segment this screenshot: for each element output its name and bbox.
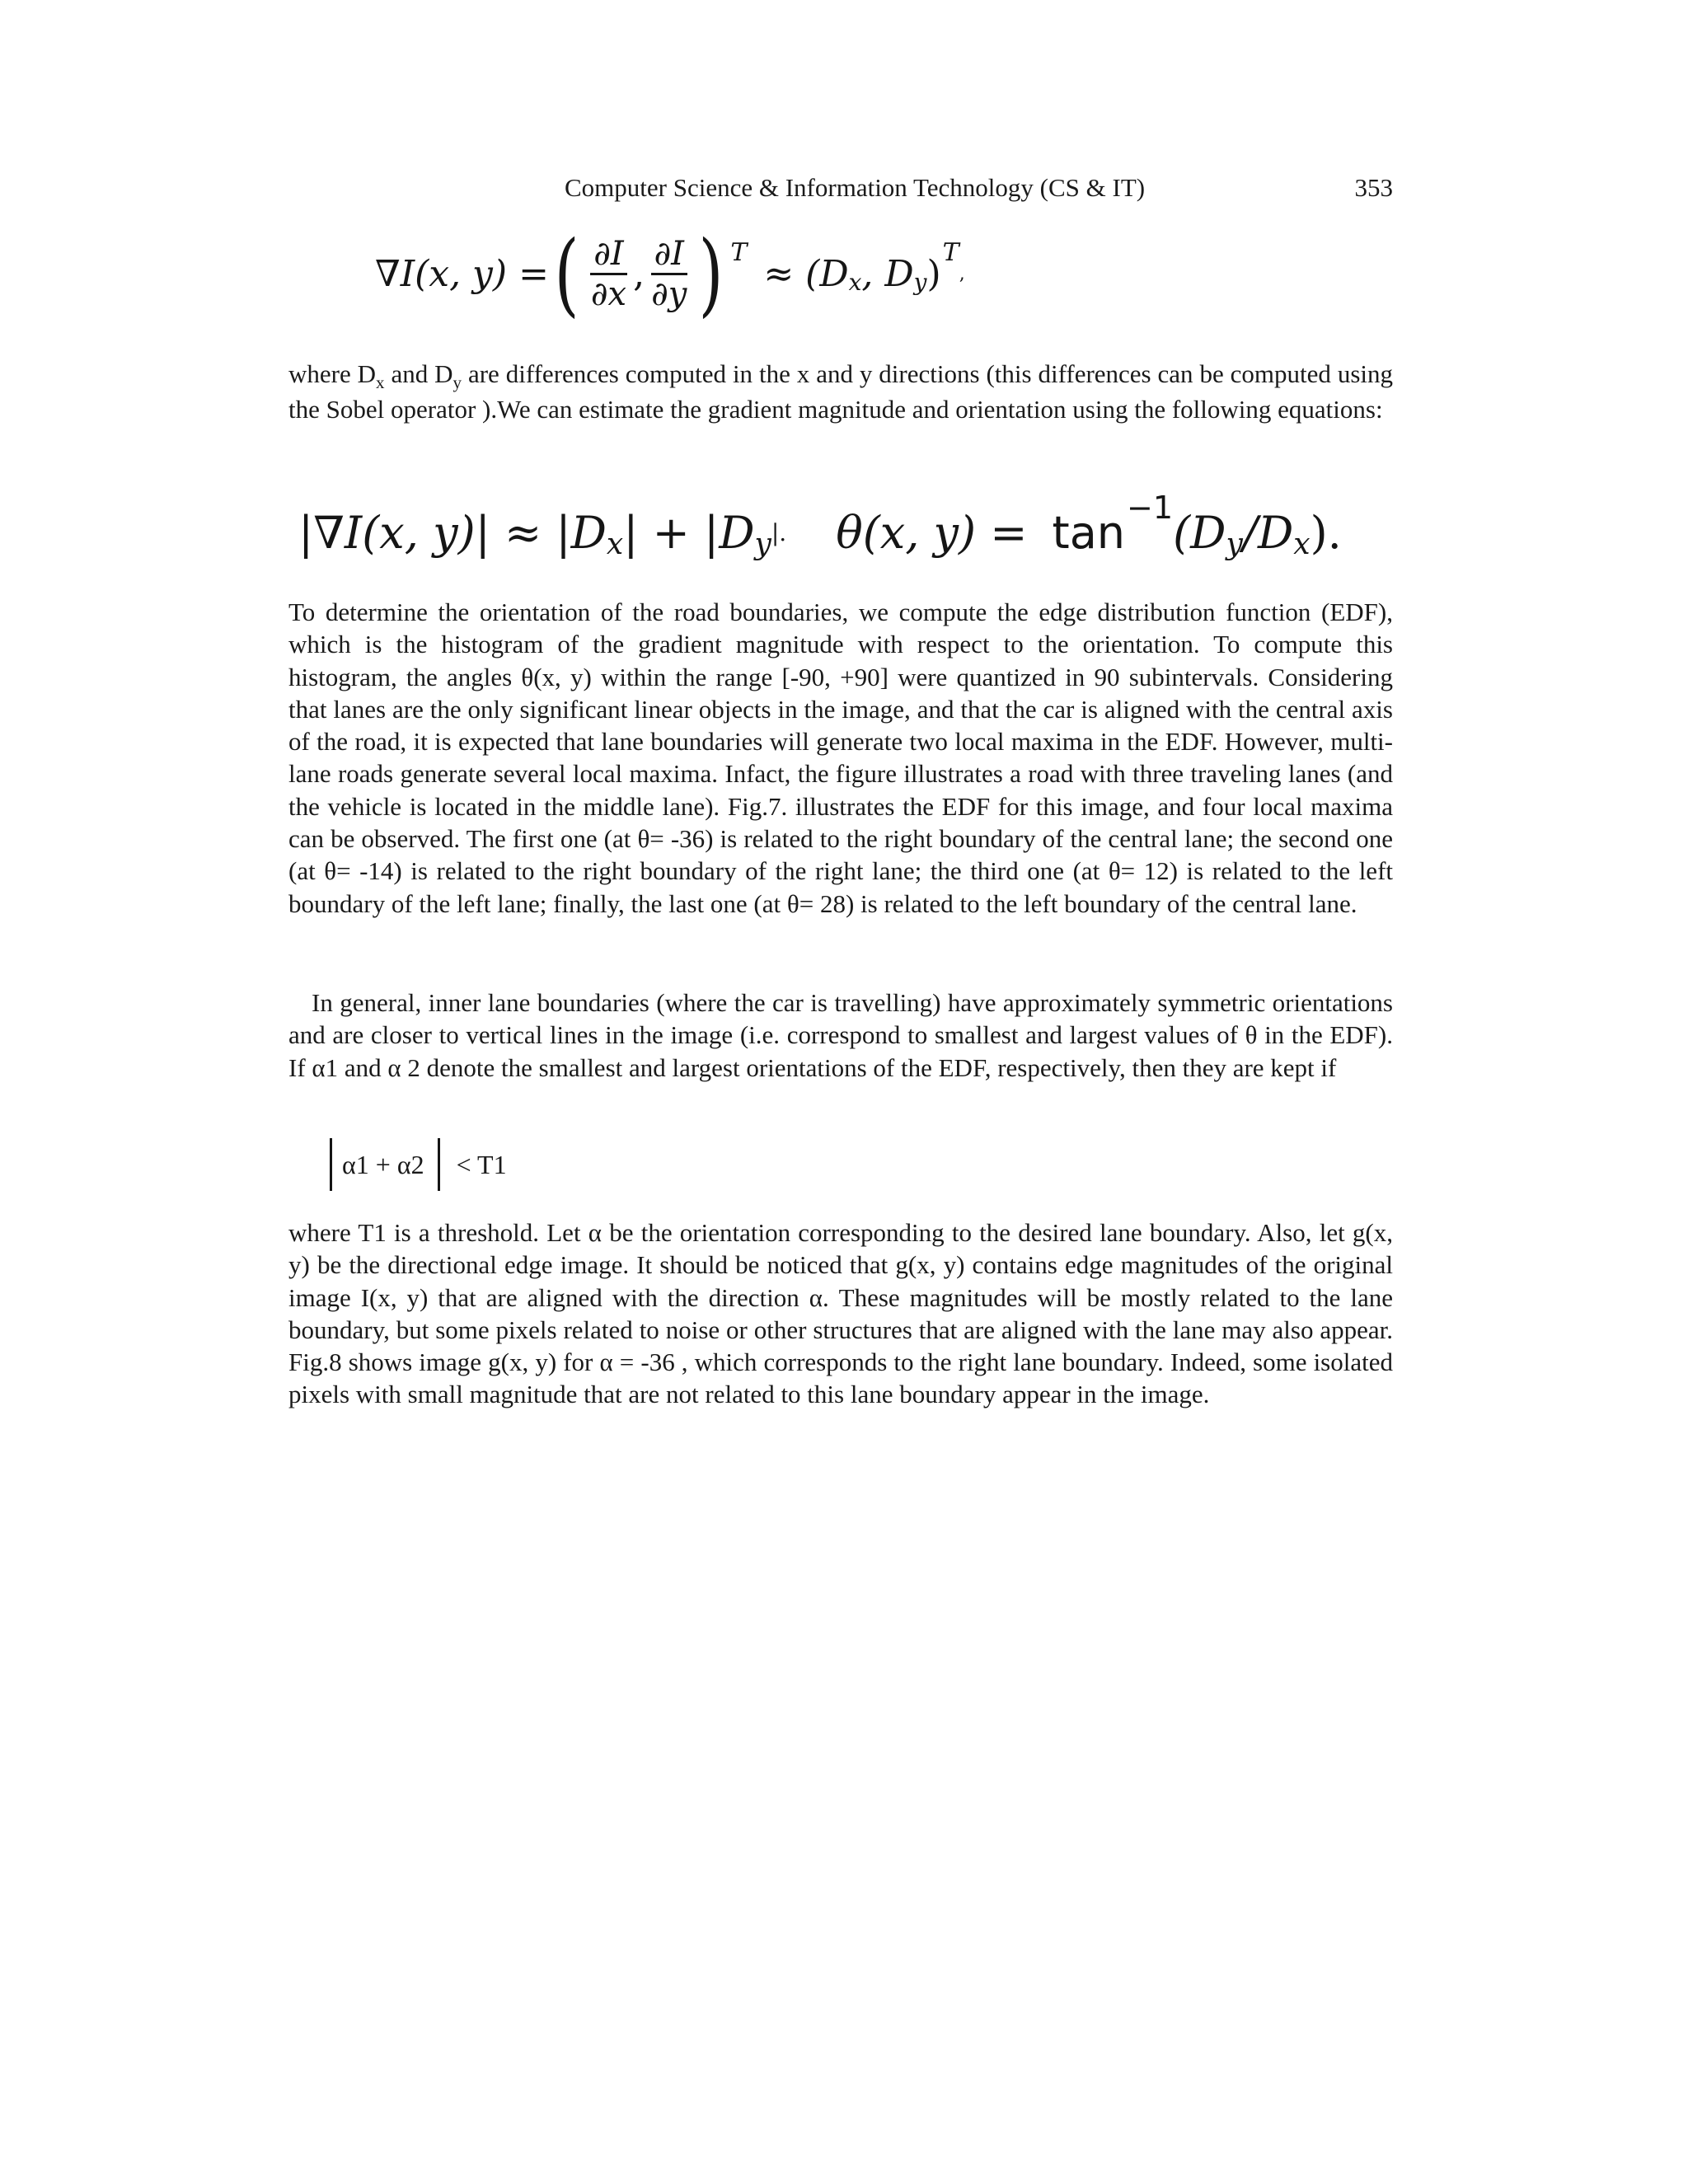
magnitude-mid: | + |D: [623, 506, 755, 559]
paragraph-3: In general, inner lane boundaries (where the car is travelling) have approximately symmetric orientations and are closer to vertical lines in the image (i.e. correspond to smallest and largest values of θ in the EDF). If α1 and α 2 denote the smallest and largest orientations of the EDF, respectively, then they are kept if: [288, 988, 1393, 1082]
p1-part2: and D: [384, 359, 453, 388]
dx-sub: x: [848, 268, 862, 296]
p1-sub-y: y: [452, 373, 462, 392]
partial-num-y: ∂I: [651, 237, 687, 275]
partial-den-x: ∂x: [590, 274, 627, 313]
partial-y-fraction: [648, 234, 690, 313]
page-header: [288, 170, 1393, 206]
threshold-equation: [330, 1136, 507, 1193]
arg-sub-y: y: [1226, 527, 1243, 561]
arg-open: (D: [1173, 506, 1226, 559]
paragraph-2: To determine the orientation of the road boundaries, we compute the edge distribution function (EDF), which is the histogram of the gradient magnitude with respect to the orientation. To compute this histogram, the angles θ(x, y) within the range [-90, +90] were quantized in 90 subintervals. Considering that lanes are the only significant linear objects in the image, and that the car is aligned with the central axis of the road, it is expected that lane boundaries will generate two local maxima in the EDF. However, multi-lane roads generate several local maxima. Infact, the figure illustrates a road with three traveling lanes (and the vehicle is located in the middle lane). Fig.7. illustrates the EDF for this image, and four local maxima can be observed. The first one (at θ= -36) is related to the right boundary of the central lane; the second one (at θ= -14) is related to the right boundary of the right lane; the third one (at θ= 12) is related to the left boundary of the left lane; finally, the last one (at θ= 28) is related to the left boundary of the central lane.: [288, 598, 1393, 918]
gradient-lhs: ∇I(x, y) =: [375, 252, 549, 295]
p1-part3: are differences computed in the x and y directions (this differences can be computed using the Sobel operator ).We can estimate the gradient magnitude and orientation using the following equations:: [288, 359, 1393, 424]
magnitude-orientation-equation: [298, 490, 1342, 565]
magnitude-end: |.: [771, 518, 787, 546]
fraction-comma: ,: [633, 252, 645, 295]
close-paren: ): [698, 221, 724, 326]
rhs-close: ): [926, 252, 941, 295]
theta-lhs: θ(x, y) =: [836, 506, 1028, 559]
magnitude-sub-x: x: [606, 527, 624, 561]
open-paren: (: [554, 221, 579, 326]
page-number: 353: [1354, 173, 1393, 202]
threshold-rhs: < T1: [456, 1149, 507, 1179]
p1-sub-x: x: [376, 373, 385, 392]
magnitude-lhs: |∇I(x, y)| ≈ |D: [298, 506, 607, 559]
end-punct: ,: [959, 263, 965, 284]
running-title: Computer Science & Information Technology (CS & IT): [565, 173, 1146, 202]
transpose-sup: T: [730, 237, 748, 267]
arg-slash: /D: [1242, 506, 1294, 559]
gradient-equation: [375, 221, 965, 326]
arg-sub-x: x: [1293, 527, 1311, 561]
dy-sub: y: [913, 268, 927, 296]
abs-bar-right: [438, 1138, 440, 1191]
approx-term: ≈ (D: [763, 252, 849, 295]
rhs-transpose: T: [942, 237, 959, 267]
threshold-inner: α1 + α2: [342, 1149, 424, 1179]
tan-function: tan: [1052, 506, 1126, 559]
partial-x-fraction: [588, 234, 630, 313]
partial-den-y: ∂y: [651, 274, 687, 313]
dy-term: , D: [861, 252, 914, 295]
p1-part1: where D: [288, 359, 377, 388]
paragraph-1: [288, 358, 1393, 426]
magnitude-sub-y: y: [754, 527, 771, 561]
abs-bar-left: [330, 1138, 332, 1191]
partial-num: ∂I: [590, 237, 626, 275]
paragraph-4: where T1 is a threshold. Let α be the orientation corresponding to the desired lane boundary. Also, let g(x, y) be the directional edge image. It should be noticed that g(x, y) contains edge magnitudes of the original image I(x, y) that are aligned with the direction α. These magnitudes will be mostly related to the lane boundary, but some pixels related to noise or other structures that are aligned with the lane may also appear. Fig.8 shows image g(x, y) for α = -36 , which corresponds to the right lane boundary. Indeed, some isolated pixels with small magnitude that are not related to this lane boundary appear in the image.: [288, 1218, 1393, 1409]
inverse-sup: −1: [1127, 490, 1174, 526]
arg-close: ).: [1310, 506, 1342, 559]
